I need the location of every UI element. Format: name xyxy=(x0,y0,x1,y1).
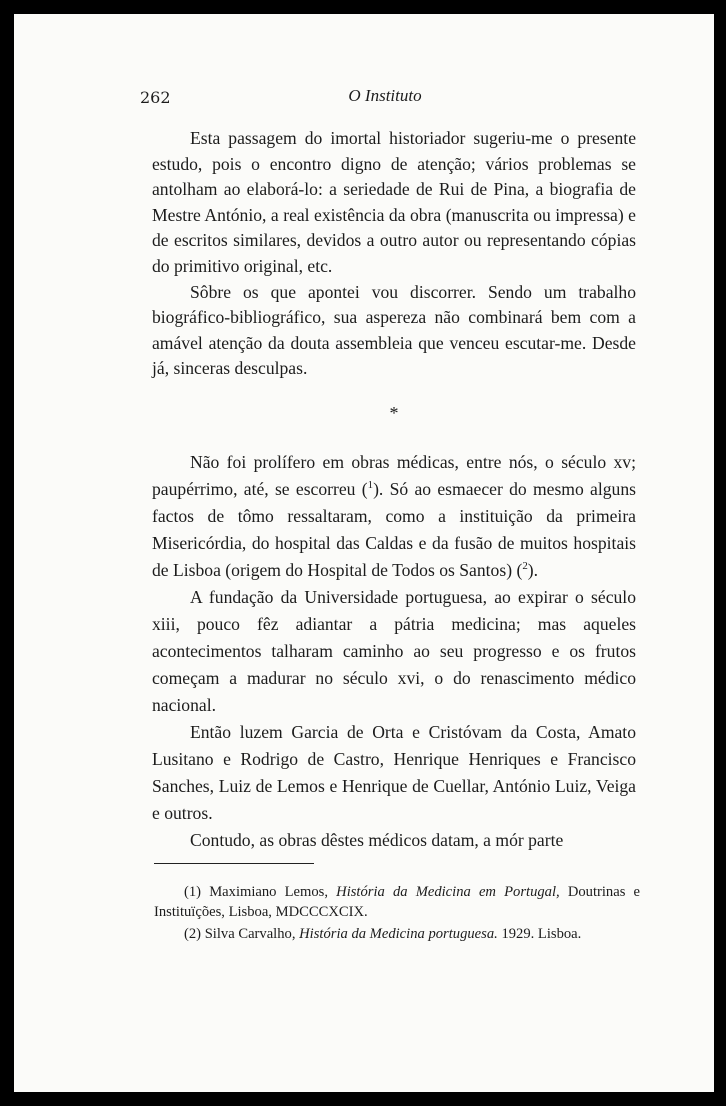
footnotes xyxy=(154,882,640,946)
footnote-1-title: História da Medicina em Portugal, xyxy=(336,884,560,900)
body-text xyxy=(152,126,636,854)
running-title: O Instituto xyxy=(348,86,422,105)
footnote-2-marker: (2) xyxy=(184,926,202,942)
page-number: 262 xyxy=(140,88,171,107)
footnote-2 xyxy=(154,924,640,944)
paragraph-6: Contudo, as obras dêstes médicos datam, a mór parte xyxy=(190,829,564,850)
section-separator-asterisk: * xyxy=(389,402,399,423)
paragraph-3-part-1: Não foi prolífero em obras médicas, entre nós, o século xv; paupérrimo, até, se escorreu ( xyxy=(152,451,636,499)
footnote-ref-2: 2 xyxy=(522,560,528,573)
footnote-divider xyxy=(154,863,314,864)
page-header xyxy=(140,86,630,114)
footnote-ref-1: 1 xyxy=(367,479,374,492)
footnote-1-author: Maximiano Lemos, xyxy=(209,884,328,900)
paragraph-2: Sôbre os que apontei vou discorrer. Sendo um trabalho biográfico-bibliográfico, sua aspereza não combinará bem com a amável atenção da douta assembleia que venceu escutar-me. Desde já, sinceras desculpas. xyxy=(152,281,636,379)
footnote-2-title: História da Medicina portuguesa. xyxy=(299,926,498,942)
footnote-1 xyxy=(154,882,640,922)
paragraph-3 xyxy=(152,449,636,584)
paragraph-4: A fundação da Universidade portuguesa, ao expirar o século xiii, pouco fêz adiantar a pátria medicina; mas aqueles acontecimentos talharam caminho ao seu progresso e os frutos começam a madurar no século xvi, o do renascimento médico nacional. xyxy=(152,586,636,715)
paragraph-3-part-3: ). xyxy=(527,559,539,580)
footnote-1-marker: (1) xyxy=(184,884,202,900)
book-page xyxy=(14,14,714,1092)
footnote-1-rest: Doutrinas e Instituïções, Lisboa, MDCCCXCIX. xyxy=(154,884,641,920)
paragraph-3-part-2: ). Só ao esmaecer do mesmo alguns factos de tômo ressaltaram, como a instituição da primeira Misericórdia, do hospital das Caldas e da fusão de muitos hospitais de Lisboa (origem do Hospital de Todos os Santos) ( xyxy=(152,478,636,580)
footnote-2-author: Silva Carvalho, xyxy=(204,926,296,942)
footnote-2-rest: 1929. Lisboa. xyxy=(501,926,582,942)
paragraph-5: Então luzem Garcia de Orta e Cristóvam da Costa, Amato Lusitano e Rodrigo de Castro, Henrique Henriques e Francisco Sanches, Luiz de Lemos e Henrique de Cuellar, António Luiz, Veiga e outros. xyxy=(152,721,636,823)
paragraph-1: Esta passagem do imortal historiador sugeriu-me o presente estudo, pois o encontro digno de atenção; vários problemas se antolham ao elaborá-lo: a seriedade de Rui de Pina, a biografia de Mestre António, a real existência da obra (manuscrita ou impressa) e de escritos similares, devidos a outro autor ou representando cópias do primitivo original, etc. xyxy=(152,128,636,276)
